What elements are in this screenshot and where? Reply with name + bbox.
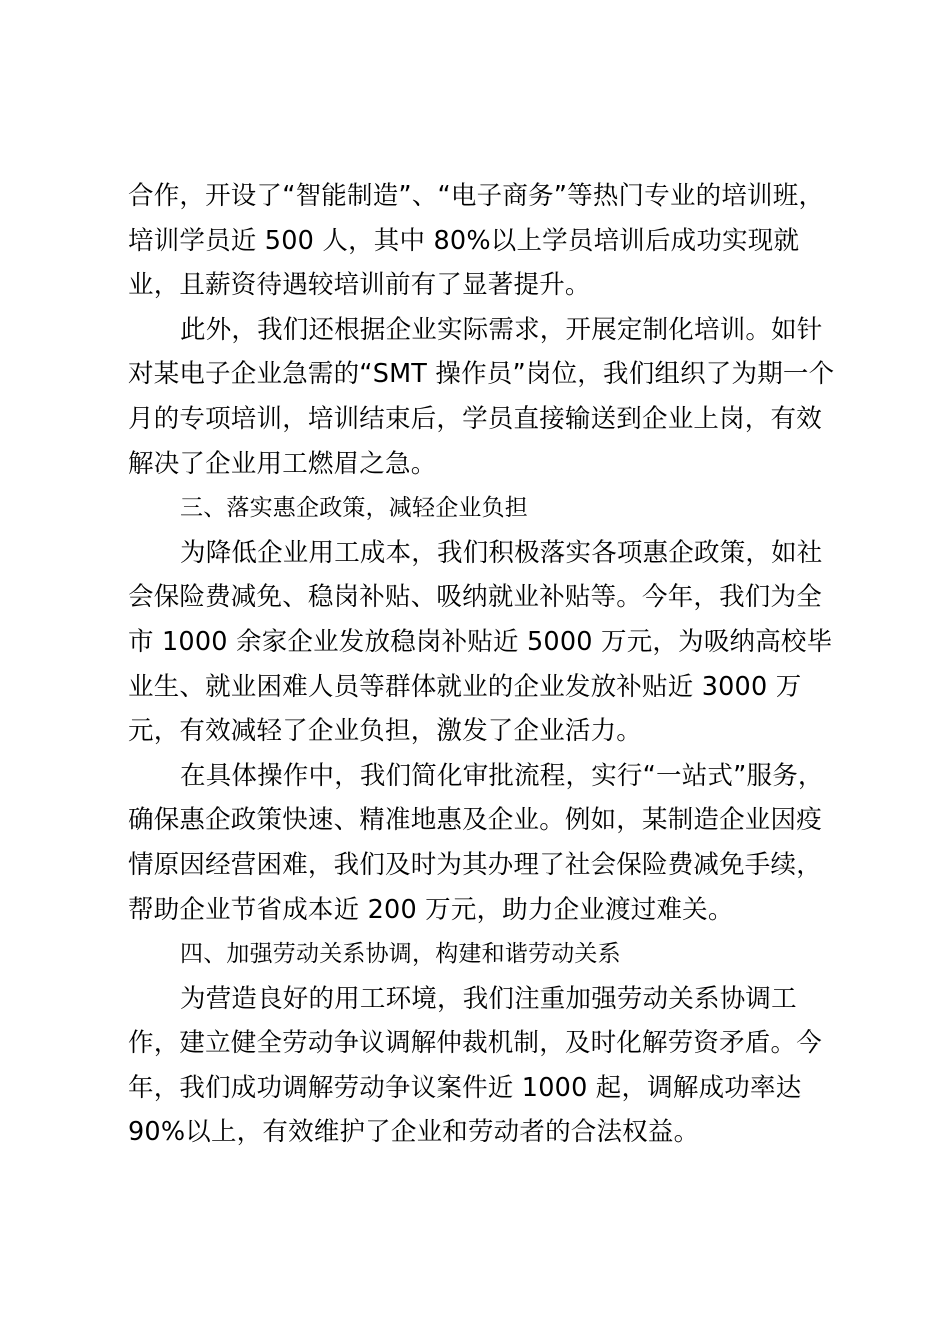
text-line: 确保惠企政策快速、精准地惠及企业。例如，某制造企业因疫 xyxy=(128,805,822,836)
paragraph xyxy=(128,531,833,754)
paragraph xyxy=(128,754,822,932)
section-heading xyxy=(128,486,822,531)
text-line: 市 1000 余家企业发放稳岗补贴近 5000 万元，为吸纳高校毕 xyxy=(128,626,833,657)
paragraph xyxy=(128,308,835,486)
text-line: 解决了企业用工燃眉之急。 xyxy=(128,448,437,479)
section-heading xyxy=(128,932,822,977)
text-line: 元，有效减轻了企业负担，激发了企业活力。 xyxy=(128,716,643,747)
text-line: 月的专项培训，培训结束后，学员直接输送到企业上岗，有效 xyxy=(128,403,822,434)
text-line: 会保险费减免、稳岗补贴、吸纳就业补贴等。今年，我们为全 xyxy=(128,582,822,613)
document-body xyxy=(128,174,835,1155)
text-line: 业生、就业困难人员等群体就业的企业发放补贴近 3000 万 xyxy=(128,671,802,702)
text-line: 合作，开设了“智能制造”、“电子商务”等热门专业的培训班， xyxy=(128,181,825,211)
paragraph xyxy=(128,977,822,1155)
section-heading-text: 四、加强劳动关系协调，构建和谐劳动关系 xyxy=(180,941,621,968)
text-line: 为降低企业用工成本，我们积极落实各项惠企政策，如社 xyxy=(180,537,823,568)
text-line: 年，我们成功调解劳动争议案件近 1000 起，调解成功率达 xyxy=(128,1072,802,1103)
text-line: 情原因经营困难，我们及时为其办理了社会保险费减免手续， xyxy=(128,849,822,880)
text-line: 帮助企业节省成本近 200 万元，助力企业渡过难关。 xyxy=(128,894,734,925)
text-line: 业，且薪资待遇较培训前有了显著提升。 xyxy=(128,270,591,301)
text-line: 对某电子企业急需的“SMT 操作员”岗位，我们组织了为期一个 xyxy=(128,359,835,390)
text-line: 培训学员近 500 人，其中 80%以上学员培训后成功实现就 xyxy=(128,225,800,256)
paragraph-continuation xyxy=(128,174,825,308)
text-line: 此外，我们还根据企业实际需求，开展定制化培训。如针 xyxy=(180,314,823,345)
text-line: 作，建立健全劳动争议调解仲裁机制，及时化解劳资矛盾。今 xyxy=(128,1028,822,1059)
text-line: 90%以上，有效维护了企业和劳动者的合法权益。 xyxy=(128,1117,700,1148)
text-line: 在具体操作中，我们简化审批流程，实行“一站式”服务， xyxy=(180,760,824,791)
section-heading-text: 三、落实惠企政策，减轻企业负担 xyxy=(180,495,528,522)
text-line: 为营造良好的用工环境，我们注重加强劳动关系协调工 xyxy=(180,983,797,1014)
